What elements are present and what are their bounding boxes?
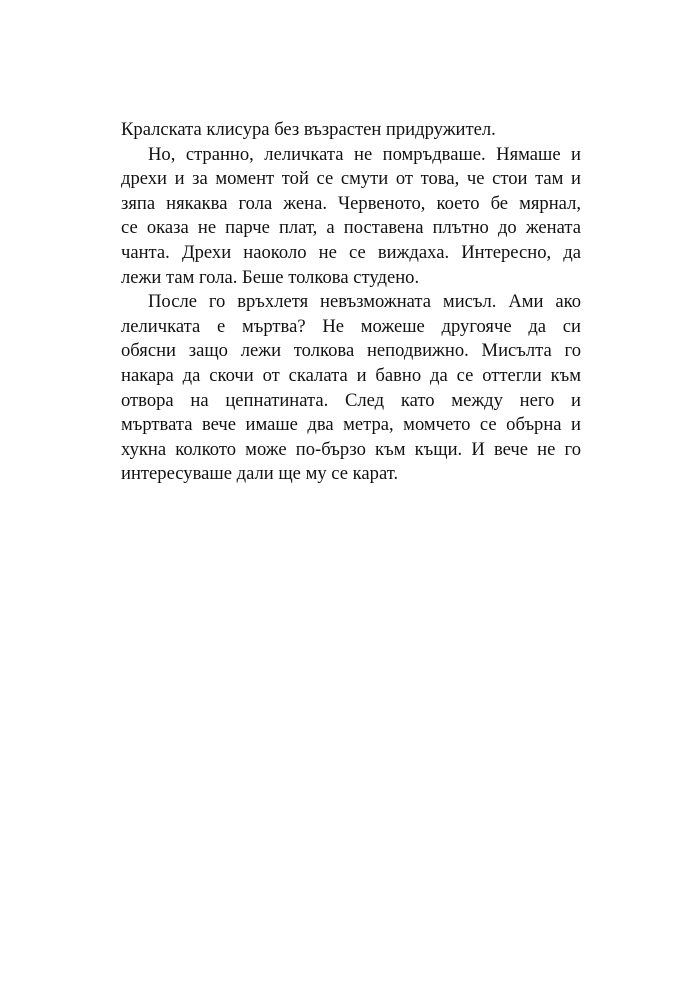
text-line: накара да скочи от скалата и бавно да се оттегли към (121, 364, 581, 386)
body-text (121, 118, 581, 487)
text-line: обясни защо лежи толкова неподвижно. Мисълта го (121, 340, 581, 362)
text-line: отвора на цепнатината. След като между него и (121, 389, 581, 411)
text-line: дрехи и за момент той се смути от това, че стои там и (121, 168, 581, 190)
text-line: леличката е мъртва? Не можеше другояче да си (121, 315, 581, 337)
text-line: интересуваше дали ще му се карат. (121, 463, 399, 485)
paragraph (121, 290, 581, 487)
paragraph (121, 118, 581, 143)
paragraph (121, 143, 581, 291)
text-line: се оказа не парче плат, а поставена плътно до жената (121, 217, 581, 239)
text-line: лежи там гола. Беше толкова студено. (121, 266, 420, 288)
text-line: Но, странно, леличката не помръдваше. Нямаше и (148, 143, 581, 165)
text-line: Кралската клисура без възрастен придружител. (121, 119, 496, 140)
text-line: чанта. Дрехи наоколо не се виждаха. Интересно, да (121, 241, 581, 263)
text-line: зяпа някаква гола жена. Червеното, което бе мярнал, (121, 192, 581, 214)
text-line: хукна колкото може по-бързо към къщи. И вече не го (121, 438, 581, 460)
text-line: После го връхлетя невъзможната мисъл. Ами ако (148, 291, 581, 313)
text-line: мъртвата вече имаше два метра, момчето се обърна и (121, 414, 581, 436)
